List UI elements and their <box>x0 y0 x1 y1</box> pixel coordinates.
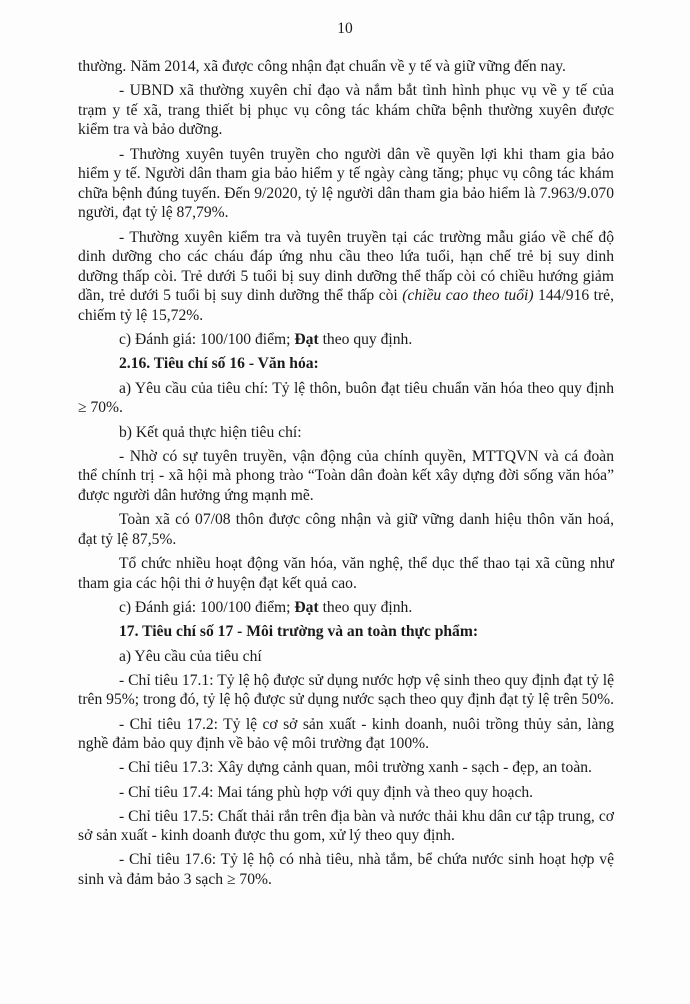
paragraph-health-standard-continued: thường. Năm 2014, xã được công nhận đạt chuẩn về y tế và giữ vững đến nay. <box>78 58 566 75</box>
paragraph-evaluation-15 <box>78 330 614 350</box>
evaluation-score: c) Đánh giá: 100/100 điểm; <box>119 598 295 616</box>
paragraph-criterion-16-results-label: b) Kết quả thực hiện tiêu chí: <box>119 423 302 441</box>
paragraph-indicator-17-1: - Chỉ tiêu 17.1: Tỷ lệ hộ được sử dụng nước hợp vệ sinh theo quy định đạt tỷ lệ trên 95%; trong đó, tỷ lệ hộ được sử dụng nước sạch theo quy định đạt tỷ lệ trên 50%. <box>78 671 614 709</box>
paragraph-evaluation-16 <box>78 598 614 618</box>
paragraph-cultural-activities: Tổ chức nhiều hoạt động văn hóa, văn nghệ, thể dục thể thao tại xã cũng như tham gia các hội thi ở huyện đạt kết quả cao. <box>78 555 614 592</box>
page-number: 10 <box>337 20 353 37</box>
paragraph-indicator-17-5: - Chỉ tiêu 17.5: Chất thải rắn trên địa bàn và nước thải khu dân cư tập trung, cơ sở sản xuất - kinh doanh được thu gom, xử lý theo quy định. <box>78 807 614 845</box>
paragraph-ubnd-health-oversight: - UBND xã thường xuyên chỉ đạo và nắm bắt tình hình phục vụ về y tế của trạm y tế xã, trang thiết bị phục vụ công tác khám chữa bệnh thường xuyên được kiểm tra và bảo dưỡng. <box>78 82 614 139</box>
paragraph-criterion-16-requirement: a) Yêu cầu của tiêu chí: Tỷ lệ thôn, buôn đạt tiêu chuẩn văn hóa theo quy định ≥ 70%. <box>78 379 614 417</box>
paragraph-indicator-17-6: - Chỉ tiêu 17.6: Tỷ lệ hộ có nhà tiêu, nhà tắm, bể chứa nước sinh hoạt hợp vệ sinh và đảm bảo 3 sạch ≥ 70%. <box>78 851 614 889</box>
paragraph-cultural-villages: Toàn xã có 07/08 thôn được công nhận và giữ vững danh hiệu thôn văn hoá, đạt tỷ lệ 87,5%. <box>78 511 614 548</box>
evaluation-score: c) Đánh giá: 100/100 điểm; <box>119 331 295 349</box>
paragraph-child-nutrition <box>78 228 614 326</box>
nutrition-stat: 144/916 trẻ, chiếm tỷ lệ 15,72%. <box>78 287 614 324</box>
evaluation-suffix: theo quy định. <box>318 598 413 616</box>
nutrition-italic-note: (chiều cao theo tuổi) <box>402 287 534 305</box>
heading-criterion-16: 2.16. Tiêu chí số 16 - Văn hóa: <box>119 355 319 373</box>
paragraph-indicator-17-4: - Chỉ tiêu 17.4: Mai táng phù hợp với quy định và theo quy hoạch. <box>119 783 534 801</box>
evaluation-suffix: theo quy định. <box>318 331 413 349</box>
paragraph-health-insurance: - Thường xuyên tuyên truyền cho người dân về quyền lợi khi tham gia bảo hiểm y tế. Người dân tham gia bảo hiểm y tế ngày càng tăng; phục vụ công tác khám chữa bệnh đúng tuyến. Đến 9/2020, tỷ lệ người dân tham gia bảo hiểm là 7.963/9.070 người, đạt tỷ lệ 87,79%. <box>78 145 614 222</box>
nutrition-text: - Thường xuyên kiểm tra và tuyên truyền tại các trường mẫu giáo về chế độ dinh dưỡng cho các cháu đáp ứng nhu cầu theo lứa tuổi, hạn chế trẻ bị suy dinh dưỡng thấp còi. Trẻ dưới 5 tuổi bị suy dinh dưỡng thể thấp còi có chiều hướng giảm dần, trẻ dưới 5 tuổi bị suy dinh dưỡng thể thấp còi <box>78 228 614 305</box>
document-body <box>78 57 614 894</box>
paragraph-cultural-movement: - Nhờ có sự tuyên truyền, vận động của chính quyền, MTTQVN và cá đoàn thể chính trị - xã hội mà phong trào “Toàn dân đoàn kết xây dựng đời sống văn hóa” được người dân hưởng ứng mạnh mẽ. <box>78 447 614 505</box>
evaluation-result: Đạt <box>294 331 319 349</box>
paragraph-indicator-17-2: - Chỉ tiêu 17.2: Tỷ lệ cơ sở sản xuất - kinh doanh, nuôi trồng thủy sản, làng nghề đảm bảo quy định về bảo vệ môi trường đạt 100%. <box>78 715 614 753</box>
evaluation-result: Đạt <box>294 598 319 616</box>
heading-criterion-17: 17. Tiêu chí số 17 - Môi trường và an toàn thực phẩm: <box>119 622 479 640</box>
paragraph-criterion-17-requirement-label: a) Yêu cầu của tiêu chí <box>119 647 262 665</box>
paragraph-indicator-17-3: - Chỉ tiêu 17.3: Xây dựng cảnh quan, môi trường xanh - sạch - đẹp, an toàn. <box>119 759 592 777</box>
